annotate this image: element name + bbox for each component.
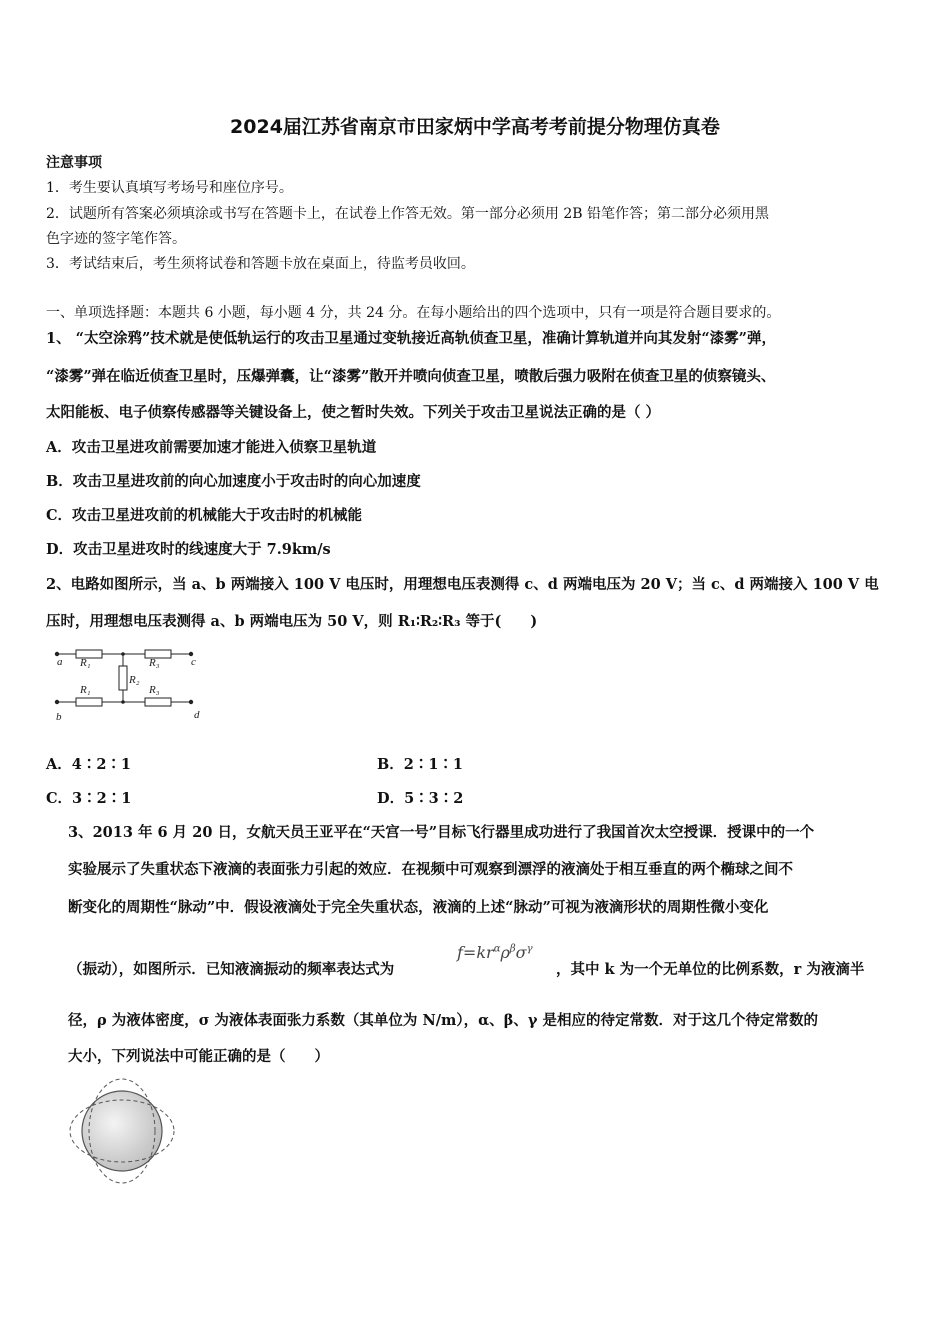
q2-option-c: C．3∶2∶1 bbox=[46, 790, 132, 807]
q1-line-2: “漆雾”弹在临近侦查卫星时，压爆弹囊，让“漆雾”散开并喷向侦查卫星，喷散后强力吸附在侦查卫星的侦察镜头、 bbox=[46, 368, 776, 385]
notice-item-1: 1．考生要认真填写考场号和座位序号。 bbox=[46, 180, 293, 196]
resistor-r2-bottom bbox=[145, 698, 171, 706]
page-title: 2024届江苏省南京市田家炳中学高考考前提分物理仿真卷 bbox=[230, 116, 720, 138]
label-a: a bbox=[57, 656, 63, 668]
label-r1-top: R₁ bbox=[80, 657, 91, 669]
label-d: d bbox=[194, 709, 200, 721]
notice-item-2-cont: 色字迹的签字笔作答。 bbox=[46, 231, 186, 247]
frequency-formula: $f=kr^\alpha\rho^\beta\sigma^\gamma$ bbox=[457, 943, 533, 962]
label-r1-bottom: R₁ bbox=[80, 684, 91, 696]
resistor-r1-bottom bbox=[76, 698, 102, 706]
q1-option-d: D．攻击卫星进攻时的线速度大于 7.9km/s bbox=[46, 541, 331, 558]
q3-line-5: 径，ρ 为液体密度，σ 为液体表面张力系数（其单位为 N/m），α、β、γ 是相应的待定常数．对于这几个待定常数的 bbox=[68, 1012, 819, 1029]
label-r3-top: R₃ bbox=[149, 657, 160, 669]
q1-option-a: A．攻击卫星进攻前需要加速才能进入侦察卫星轨道 bbox=[46, 439, 377, 456]
q3-line-3: 断变化的周期性“脉动”中．假设液滴处于完全失重状态，液滴的上述“脉动”可视为液滴形状的周期性微小变化 bbox=[68, 899, 769, 916]
terminal-b bbox=[55, 700, 59, 704]
junction-top bbox=[121, 652, 125, 656]
notice-item-2: 2．试题所有答案必须填涂或书写在答题卡上，在试卷上作答无效。第一部分必须用 2B 铅笔作答；第二部分必须用黑 bbox=[46, 206, 769, 222]
notice-heading: 注意事项 bbox=[46, 155, 102, 171]
junction-bottom bbox=[121, 700, 125, 704]
q3-line-4-prefix: （振动），如图所示．已知液滴振动的频率表达式为 bbox=[68, 961, 395, 978]
q1-line-1: 1、 “太空涂鸦”技术就是使低轨运行的攻击卫星通过变轨接近高轨侦查卫星，准确计算轨道并向其发射“漆雾”弹， bbox=[46, 330, 776, 347]
q2-option-b: B．2∶1∶1 bbox=[377, 756, 464, 773]
q2-line-2: 压时，用理想电压表测得 a、b 两端电压为 50 V，则 R₁∶R₂∶R₃ 等于( ) bbox=[46, 613, 538, 630]
label-c: c bbox=[191, 656, 196, 668]
droplet-oscillation-figure bbox=[64, 1074, 180, 1188]
q2-option-a: A．4∶2∶1 bbox=[46, 756, 132, 773]
q2-option-d: D．5∶3∶2 bbox=[377, 790, 464, 807]
q3-line-1: 3、2013 年 6 月 20 日，女航天员王亚平在“天宫一号”目标飞行器里成功进行了我国首次太空授课．授课中的一个 bbox=[68, 824, 815, 841]
notice-item-3: 3．考试结束后，考生须将试卷和答题卡放在桌面上，待监考员收回。 bbox=[46, 256, 475, 272]
section-heading: 一、单项选择题：本题共 6 小题，每小题 4 分，共 24 分。在每小题给出的四个选项中，只有一项是符合题目要求的。 bbox=[46, 305, 781, 321]
q2-line-1: 2、电路如图所示，当 a、b 两端接入 100 V 电压时，用理想电压表测得 c、d 两端电压为 20 V；当 c、d 两端接入 100 V 电 bbox=[46, 576, 879, 593]
resistor-r2 bbox=[119, 666, 127, 690]
q3-line-6: 大小，下列说法中可能正确的是（ ） bbox=[68, 1048, 329, 1065]
q3-line-4-suffix: ，其中 k 为一个无单位的比例系数，r 为液滴半 bbox=[556, 961, 865, 978]
q1-option-c: C．攻击卫星进攻前的机械能大于攻击时的机械能 bbox=[46, 507, 363, 524]
terminal-d bbox=[189, 700, 193, 704]
q1-line-3: 太阳能板、电子侦察传感器等关键设备上，使之暂时失效。下列关于攻击卫星说法正确的是（ ） bbox=[46, 404, 661, 421]
q1-option-b: B．攻击卫星进攻前的向心加速度小于攻击时的向心加速度 bbox=[46, 473, 421, 490]
label-r2: R₂ bbox=[129, 674, 140, 686]
q3-line-2: 实验展示了失重状态下液滴的表面张力引起的效应．在视频中可观察到漂浮的液滴处于相互垂直的两个椭球之间不 bbox=[68, 861, 793, 878]
circuit-diagram bbox=[48, 644, 218, 724]
label-b: b bbox=[56, 711, 62, 723]
label-r3-bottom: R₃ bbox=[149, 684, 160, 696]
